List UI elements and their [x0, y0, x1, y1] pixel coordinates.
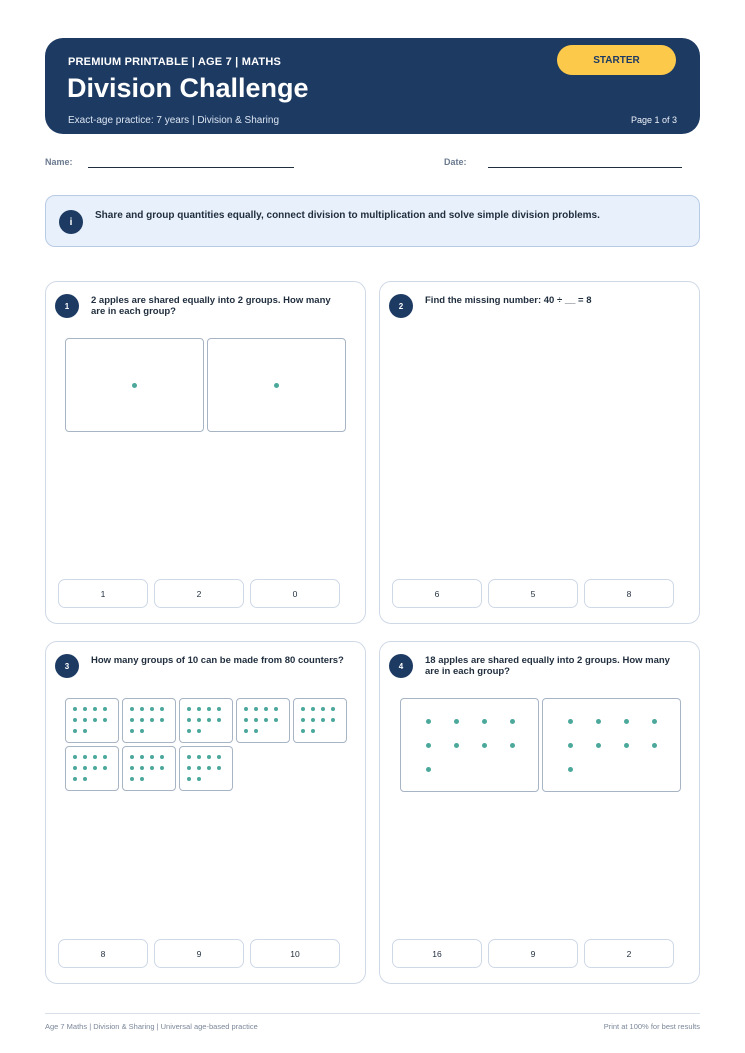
counter-dot [207, 766, 211, 770]
question-card-2 [379, 281, 700, 624]
group-box [65, 338, 204, 432]
counter-dot [217, 766, 221, 770]
counter-dot [510, 719, 515, 724]
counter-dot [140, 707, 144, 711]
counter-dot [624, 719, 629, 724]
counter-dot [187, 777, 191, 781]
ten-group-box [122, 746, 176, 791]
counter-dot [132, 383, 137, 388]
worksheet-header [45, 38, 700, 134]
answer-option[interactable]: 2 [154, 579, 244, 608]
info-icon: i [59, 210, 83, 234]
counter-dot [454, 743, 459, 748]
question-text: 2 apples are shared equally into 2 groups. How many are in each group? [91, 295, 331, 317]
date-label: Date: [444, 157, 467, 167]
counter-dot [150, 707, 154, 711]
counter-dot [197, 718, 201, 722]
counter-dot [197, 777, 201, 781]
counter-dot [254, 729, 258, 733]
name-label: Name: [45, 157, 73, 167]
counter-dot [150, 755, 154, 759]
counter-dot [140, 729, 144, 733]
counter-dot [510, 743, 515, 748]
counter-dot [187, 755, 191, 759]
counter-dot [73, 707, 77, 711]
counter-dot [331, 718, 335, 722]
counter-dot [217, 707, 221, 711]
counter-dot [103, 707, 107, 711]
question-number: 4 [389, 654, 413, 678]
answer-option[interactable]: 9 [154, 939, 244, 968]
question-card-3 [45, 641, 366, 984]
ten-group-box [236, 698, 290, 743]
counter-dot [103, 766, 107, 770]
answer-option[interactable]: 5 [488, 579, 578, 608]
ten-group-box [179, 698, 233, 743]
counter-dot [130, 755, 134, 759]
counter-dot [301, 729, 305, 733]
counter-dot [301, 707, 305, 711]
counter-dot [301, 718, 305, 722]
question-text: Find the missing number: 40 ÷ __ = 8 [425, 295, 592, 306]
counter-dot [652, 719, 657, 724]
counter-dot [568, 767, 573, 772]
counter-dot [321, 718, 325, 722]
question-number: 3 [55, 654, 79, 678]
counter-dot [254, 707, 258, 711]
answer-option[interactable]: 6 [392, 579, 482, 608]
counter-dot [426, 719, 431, 724]
group-box [207, 338, 346, 432]
counter-dot [274, 383, 279, 388]
counter-dot [321, 707, 325, 711]
counter-dot [73, 718, 77, 722]
counter-dot [130, 707, 134, 711]
counter-dot [73, 755, 77, 759]
counter-dot [244, 718, 248, 722]
answer-option[interactable]: 10 [250, 939, 340, 968]
ten-group-box [293, 698, 347, 743]
question-number: 2 [389, 294, 413, 318]
counter-dot [93, 766, 97, 770]
page-number: Page 1 of 3 [630, 115, 677, 125]
counter-dot [160, 766, 164, 770]
counter-dot [187, 729, 191, 733]
counter-dot [244, 729, 248, 733]
counter-dot [217, 718, 221, 722]
counter-dot [73, 729, 77, 733]
page-title: Division Challenge [67, 73, 309, 103]
counter-dot [311, 718, 315, 722]
counter-dot [624, 743, 629, 748]
question-number: 1 [55, 294, 79, 318]
counter-dot [207, 755, 211, 759]
info-text: Share and group quantities equally, connect division to multiplication and solve simple division problems. [95, 210, 600, 221]
counter-dot [160, 755, 164, 759]
counter-dot [426, 767, 431, 772]
counter-dot [482, 743, 487, 748]
answer-options [392, 579, 674, 608]
counter-dot [331, 707, 335, 711]
counter-dot [426, 743, 431, 748]
counter-dot [596, 743, 601, 748]
counter-dot [311, 707, 315, 711]
ten-group-box [65, 698, 119, 743]
counter-dot [93, 707, 97, 711]
counter-dot [596, 719, 601, 724]
counter-dot [207, 718, 211, 722]
group-box [542, 698, 681, 792]
header-kicker: PREMIUM PRINTABLE | AGE 7 | MATHS [68, 56, 282, 68]
answer-options [392, 939, 674, 968]
counter-dot [274, 707, 278, 711]
counter-dot [160, 718, 164, 722]
answer-option[interactable]: 9 [488, 939, 578, 968]
question-text: 18 apples are shared equally into 2 groups. How many are in each group? [425, 655, 670, 677]
level-badge: STARTER [557, 45, 676, 75]
name-line[interactable] [88, 167, 294, 168]
counter-dot [103, 755, 107, 759]
counter-dot [93, 755, 97, 759]
counter-dot [140, 718, 144, 722]
counter-dot [274, 718, 278, 722]
counter-dot [83, 766, 87, 770]
info-box [45, 195, 700, 247]
counter-dot [568, 743, 573, 748]
answer-option[interactable]: 2 [584, 939, 674, 968]
answer-option[interactable]: 0 [250, 579, 340, 608]
counter-dot [217, 755, 221, 759]
counter-dot [311, 729, 315, 733]
counter-dot [83, 729, 87, 733]
ten-group-box [179, 746, 233, 791]
counter-dot [73, 777, 77, 781]
counter-dot [197, 729, 201, 733]
counter-dot [254, 718, 258, 722]
counter-dot [130, 766, 134, 770]
counter-dot [197, 707, 201, 711]
counter-dot [482, 719, 487, 724]
counter-dot [130, 718, 134, 722]
ten-group-box [65, 746, 119, 791]
counter-dot [140, 755, 144, 759]
counter-dot [83, 777, 87, 781]
answer-option[interactable]: 16 [392, 939, 482, 968]
counter-dot [454, 719, 459, 724]
counter-dot [83, 755, 87, 759]
answer-option[interactable]: 8 [58, 939, 148, 968]
answer-options [58, 579, 340, 608]
footer-right-text: Print at 100% for best results [603, 1022, 700, 1031]
counter-dot [652, 743, 657, 748]
counter-dot [207, 707, 211, 711]
counter-dot [187, 766, 191, 770]
counter-dot [187, 707, 191, 711]
counter-dot [83, 718, 87, 722]
answer-option[interactable]: 8 [584, 579, 674, 608]
date-line[interactable] [488, 167, 682, 168]
ten-group-box [122, 698, 176, 743]
counter-dot [83, 707, 87, 711]
answer-option[interactable]: 1 [58, 579, 148, 608]
counter-dot [73, 766, 77, 770]
counter-dot [140, 766, 144, 770]
counter-dot [264, 718, 268, 722]
footer-divider [45, 1013, 700, 1014]
counter-dot [93, 718, 97, 722]
question-card-1 [45, 281, 366, 624]
header-subtitle: Exact-age practice: 7 years | Division & Sharing [68, 115, 280, 126]
footer-left-text: Age 7 Maths | Division & Sharing | Universal age-based practice [45, 1022, 258, 1031]
counter-dot [150, 718, 154, 722]
counter-dot [103, 718, 107, 722]
counter-dot [130, 729, 134, 733]
counter-dot [160, 707, 164, 711]
counter-dot [244, 707, 248, 711]
counter-dot [130, 777, 134, 781]
answer-options [58, 939, 340, 968]
question-card-4 [379, 641, 700, 984]
counter-dot [197, 766, 201, 770]
counter-dot [568, 719, 573, 724]
counter-dot [197, 755, 201, 759]
counter-dot [187, 718, 191, 722]
question-text: How many groups of 10 can be made from 80 counters? [91, 655, 344, 666]
group-box [400, 698, 539, 792]
counter-dot [140, 777, 144, 781]
counter-dot [150, 766, 154, 770]
counter-dot [264, 707, 268, 711]
